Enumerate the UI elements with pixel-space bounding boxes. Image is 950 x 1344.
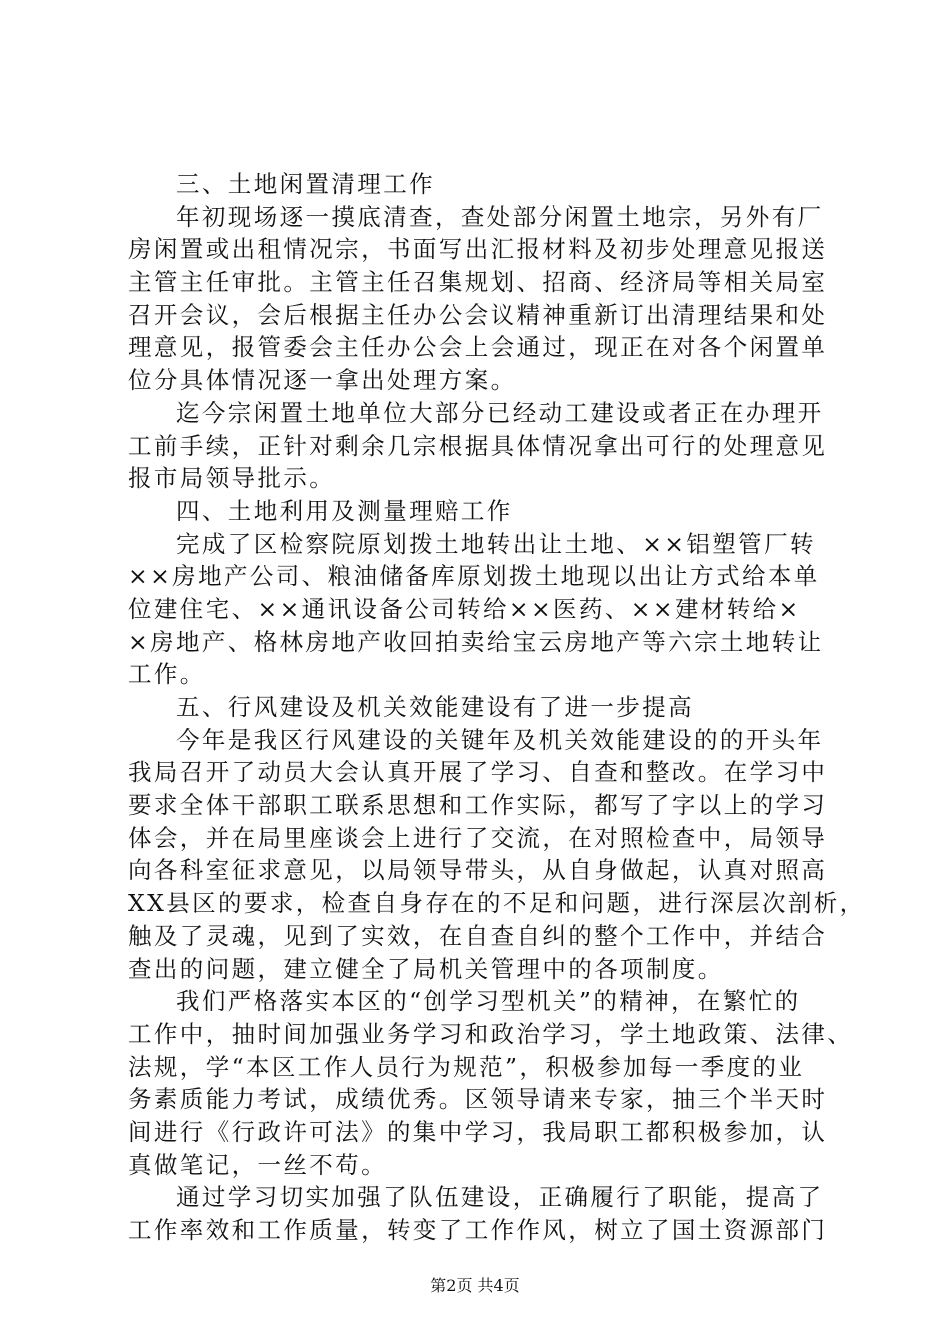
text-line: 工作。 (128, 660, 206, 689)
text-line: 年初现场逐一摸底清查，查处部分闲置土地宗，另外有厂 (176, 202, 824, 231)
text-line: 向各科室征求意见，以局领导带头，从自身做起，认真对照高 (128, 856, 828, 885)
document-body (128, 168, 866, 1247)
paragraph-idle-land-progress (128, 397, 838, 495)
text-line: 务素质能力考试，成绩优秀。区领导请来专家，抽三个半天时 (128, 1085, 828, 1114)
text-line: 理意见，报管委会主任办公会上会通过，现正在对各个闲置单 (128, 333, 828, 362)
text-line: 完成了区检察院原划拨土地转出让土地、××铝塑管厂转 (176, 529, 816, 558)
text-line: 真做笔记，一丝不苟。 (128, 1150, 387, 1179)
text-line: 位分具体情况逐一拿出处理方案。 (128, 366, 517, 395)
section-heading-5: 五、行风建设及机关效能建设有了进一步提高 (176, 693, 694, 721)
text-line: 法规，学“本区工作人员行为规范”，积极参加每一季度的业 (128, 1052, 805, 1081)
text-line: 间进行《行政许可法》的集中学习，我局职工都积极参加，认 (128, 1117, 828, 1146)
text-line: ×房地产、格林房地产收回拍卖给宝云房地产等六宗土地转让 (128, 627, 824, 656)
text-line: 我们严格落实本区的“创学习型机关”的精神，在繁忙的 (176, 987, 801, 1016)
section-heading-4: 四、土地利用及测量理赔工作 (176, 496, 513, 525)
text-line: XX县区的要求，检查自身存在的不足和问题，进行深层次剖析， (128, 889, 866, 918)
paragraph-idle-land-cleanup (128, 201, 838, 397)
text-line: 召开会议，会后根据主任办公会议精神重新订出清理结果和处 (128, 300, 828, 329)
text-line: 主管主任审批。主管主任召集规划、招商、经济局等相关局室 (128, 268, 828, 297)
text-line: 位建住宅、××通讯设备公司转给××医药、××建材转给× (128, 594, 801, 623)
text-line: 查出的问题，建立健全了局机关管理中的各项制度。 (128, 954, 724, 983)
text-line: 体会，并在局里座谈会上进行了交流，在对照检查中，局领导 (128, 823, 828, 852)
paragraph-land-transfer (128, 528, 838, 691)
text-line: 今年是我区行风建设的关键年及机关效能建设的的开头年 (176, 725, 824, 754)
text-line: 我局召开了动员大会认真开展了学习、自查和整改。在学习中 (128, 758, 828, 787)
paragraph-learning-organization (128, 985, 854, 1181)
text-line: 迄今宗闲置土地单位大部分已经动工建设或者正在办理开 (176, 398, 824, 427)
paragraph-conduct-building (128, 724, 866, 986)
text-line: 工作率效和工作质量，转变了工作作风，树立了国土资源部门 (128, 1216, 828, 1244)
text-line: 工作中，抽时间加强业务学习和政治学习，学土地政策、法律、 (128, 1019, 854, 1048)
page-footer: 第2页 共4页 (430, 1276, 520, 1295)
section-heading-3: 三、土地闲置清理工作 (176, 170, 435, 198)
text-line: 触及了灵魂，见到了实效，在自查自纠的整个工作中，并结合 (128, 921, 828, 950)
text-line: 报市局领导批示。 (128, 464, 336, 493)
text-line: 房闲置或出租情况宗，书面写出汇报材料及初步处理意见报送 (128, 235, 828, 264)
text-line: 工前手续，正针对剩余几宗根据具体情况拿出可行的处理意见 (128, 431, 828, 460)
text-line: 要求全体干部职工联系思想和工作实际，都写了字以上的学习 (128, 791, 828, 820)
text-line: 通过学习切实加强了队伍建设，正确履行了职能，提高了 (176, 1183, 824, 1212)
text-line: ××房地产公司、粮油储备库原划拨土地现以出让方式给本单 (128, 562, 820, 591)
paragraph-team-building (128, 1181, 838, 1246)
